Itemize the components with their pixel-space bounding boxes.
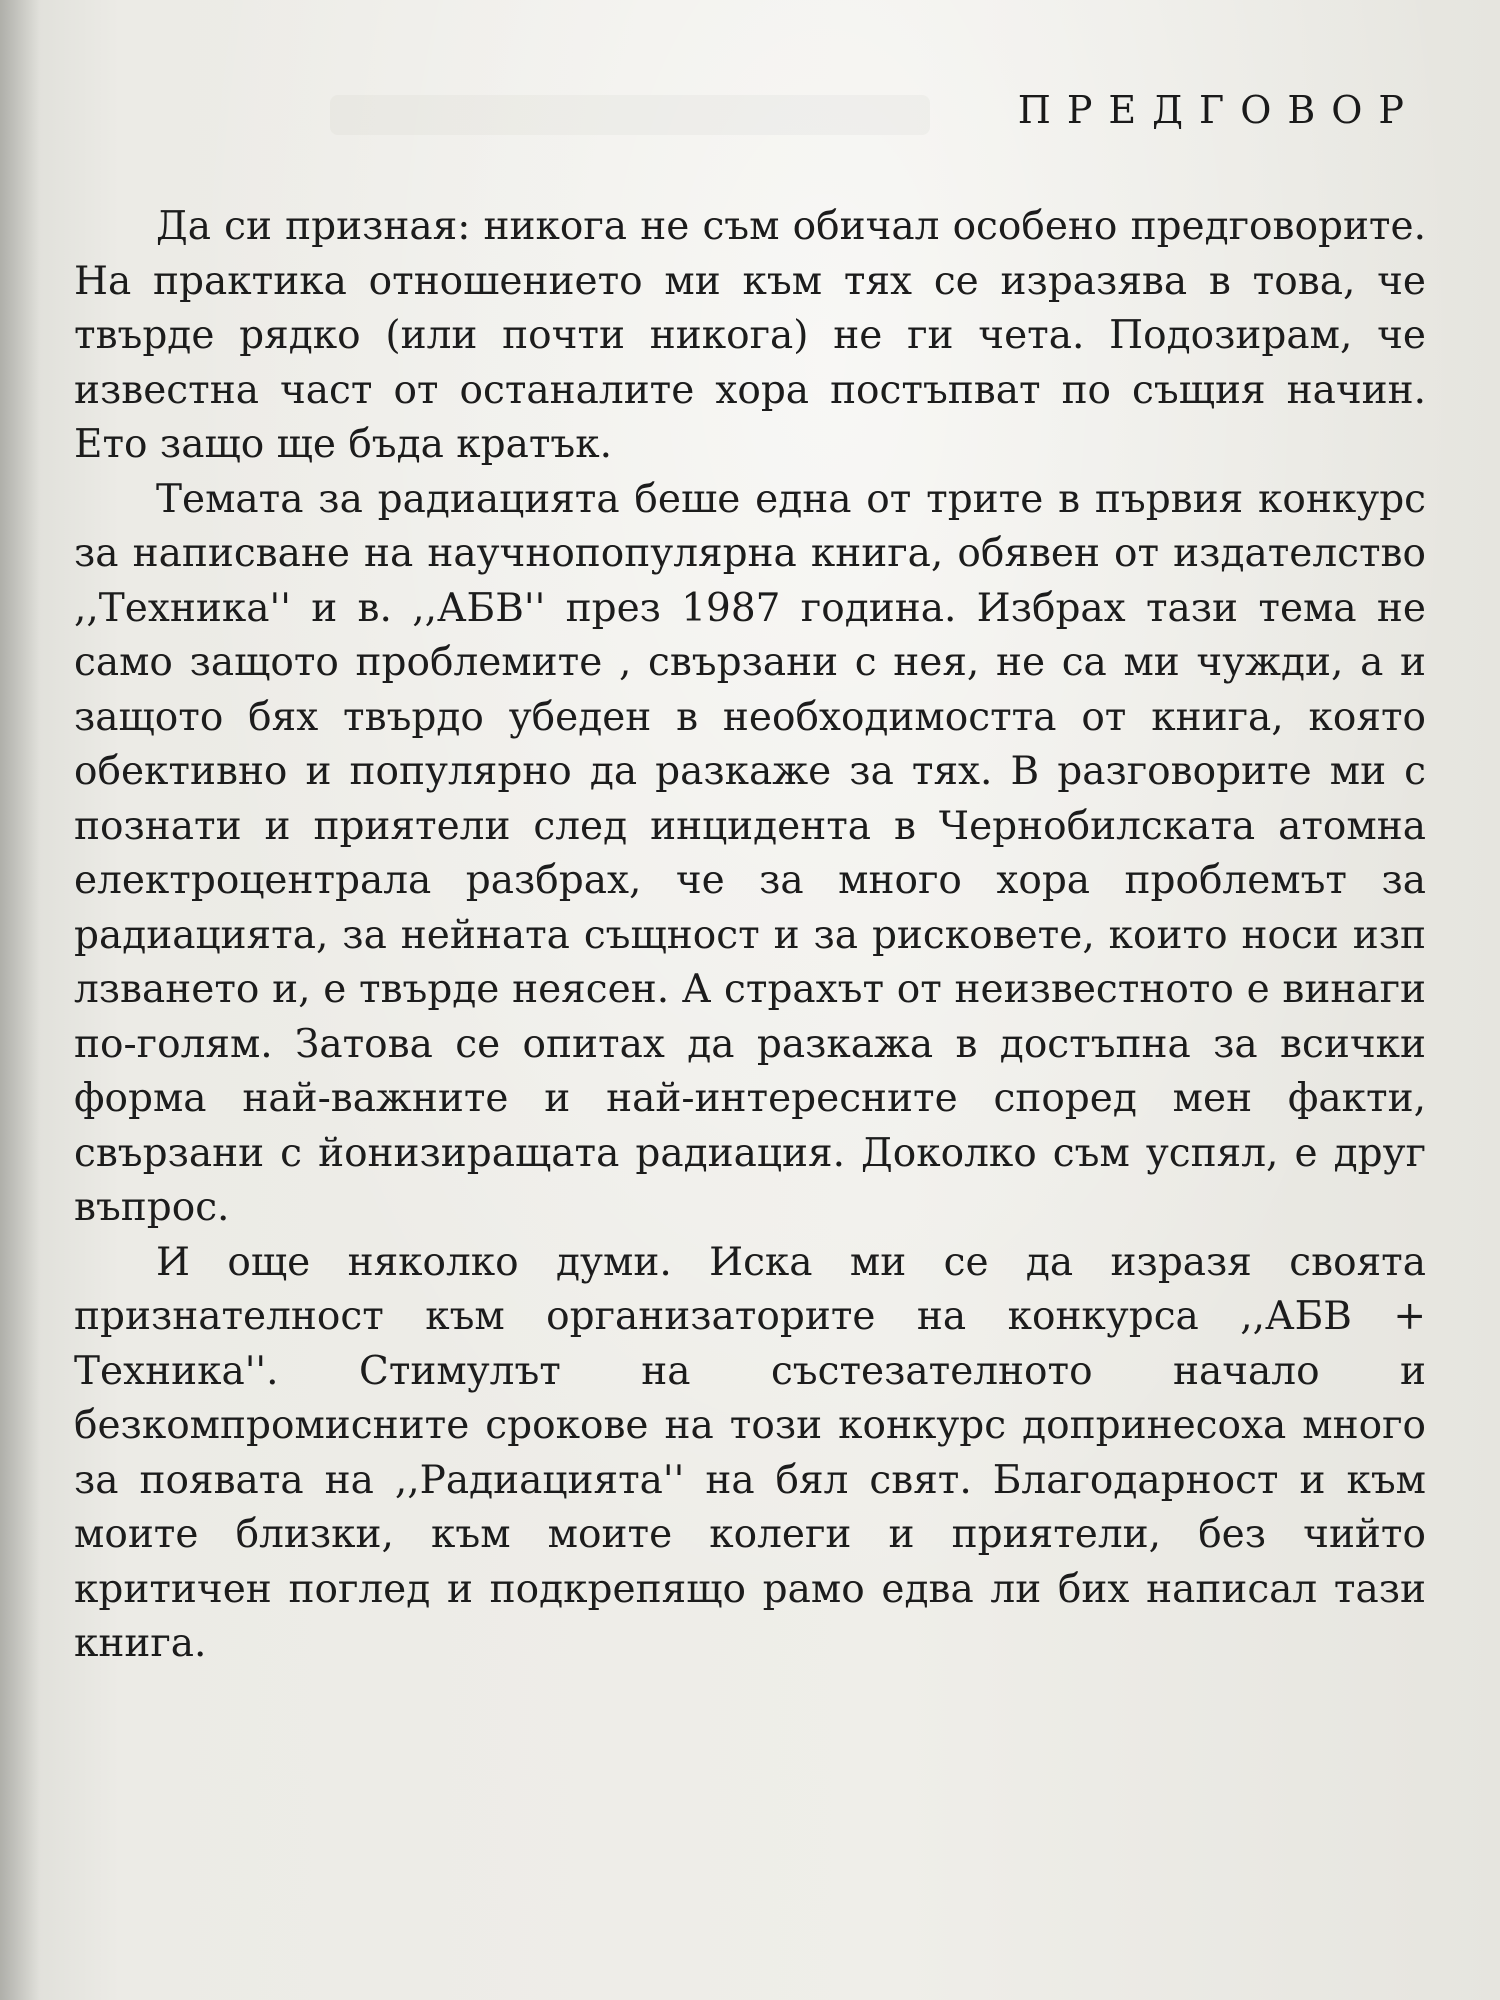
paragraph-3: И още няколко думи. Иска ми се да изразя своята признателност към организаторите на конкурса ,,АБВ + Техника''. Стимулът на състезателното начало и безкомпромисните срокове на този конкурс допринесоха много за появата на ,,Радиацията'' на бял свят. Благодарност и към моите близки, към моите колеги и приятели, без чийто критичен поглед и подкрепящо рамо едва ли бих написал тази книга. — [74, 1239, 1426, 1666]
paragraph-1: Да си призная: никога не съм обичал особено предговорите. На практика отношението ми към тях се изразява в това, че твърде рядко (или почти никога) не ги чета. Подозирам, че известна част от останалите хора постъпват по същия начин. Ето защо ще бъда кратък. — [74, 204, 1426, 467]
page-spine-shadow — [0, 0, 40, 2000]
show-through-ink — [330, 95, 930, 135]
page-heading: ПРЕДГОВОР — [1017, 88, 1420, 132]
body-text — [74, 200, 1426, 1672]
paragraph-2: Темата за радиацията беше една от трите в първия конкурс за написване на научнопопулярна книга, обявен от издателство ,,Техника'' и в. ,,АБВ'' през 1987 година. Избрах тази тема не само защото проблемите , свързани с нея, не са ми чужди, а и защото бях твърдо убеден в необходимостта от книга, която обективно и популярно да разкаже за тях. В разговорите ми с познати и приятели след инцидента в Чернобилската атомна електроцентрала разбрах, че за много хора проблемът за радиацията, за нейната същност и за рисковете, които носи изп лзването и, е твърде неясен. А страхът от неизвестното е винаги по-голям. Затова се опитах да разкажа в достъпна за всички форма най-важните и най-интересните според мен факти, свързани с йонизиращата радиация. Доколко съм успял, е друг въпрос. — [74, 476, 1426, 1230]
